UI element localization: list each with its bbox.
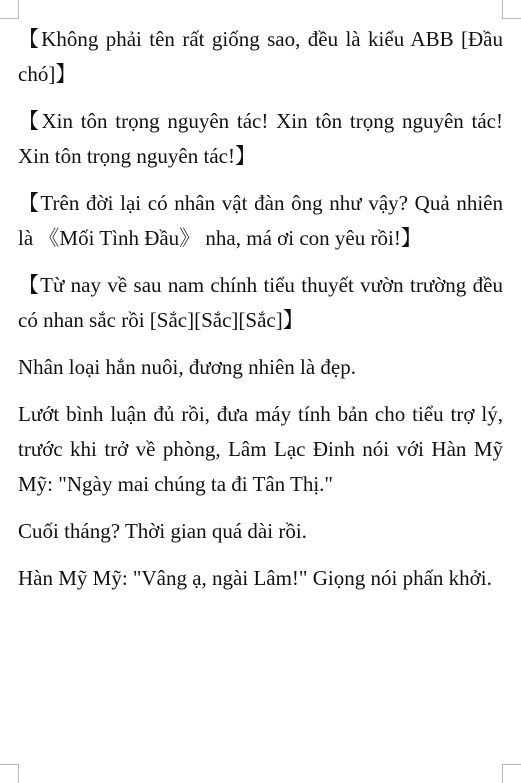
paragraph: 【Trên đời lại có nhân vật đàn ông như vậy? Quả nhiên là 《Mối Tình Đầu》 nha, má ơi con yêu rồi!】 (18, 191, 503, 250)
crop-mark-bottom-right (502, 764, 521, 783)
paragraph: 【Không phải tên rất giống sao, đều là kiểu ABB [Đầu chó]】 (18, 27, 503, 86)
paragraph: 【Từ nay về sau nam chính tiểu thuyết vườn trường đều có nhan sắc rồi [Sắc][Sắc][Sắc]】 (18, 273, 503, 332)
paragraph: Nhân loại hắn nuôi, đương nhiên là đẹp. (18, 355, 356, 379)
paragraph: Lướt bình luận đủ rồi, đưa máy tính bản cho tiểu trợ lý, trước khi trở về phòng, Lâm Lạc Đinh nói với Hàn Mỹ Mỹ: "Ngày mai chúng ta đi Tân Thị." (18, 402, 503, 496)
paragraph: Cuối tháng? Thời gian quá dài rồi. (18, 519, 307, 543)
crop-mark-bottom-left (0, 764, 19, 783)
document-body (18, 22, 503, 608)
paragraph: 【Xin tôn trọng nguyên tác! Xin tôn trọng nguyên tác! Xin tôn trọng nguyên tác!】 (18, 109, 503, 168)
crop-mark-top-left (0, 0, 19, 19)
paragraph: Hàn Mỹ Mỹ: "Vâng ạ, ngài Lâm!" Giọng nói phấn khởi. (18, 566, 492, 590)
crop-mark-top-right (502, 0, 521, 19)
